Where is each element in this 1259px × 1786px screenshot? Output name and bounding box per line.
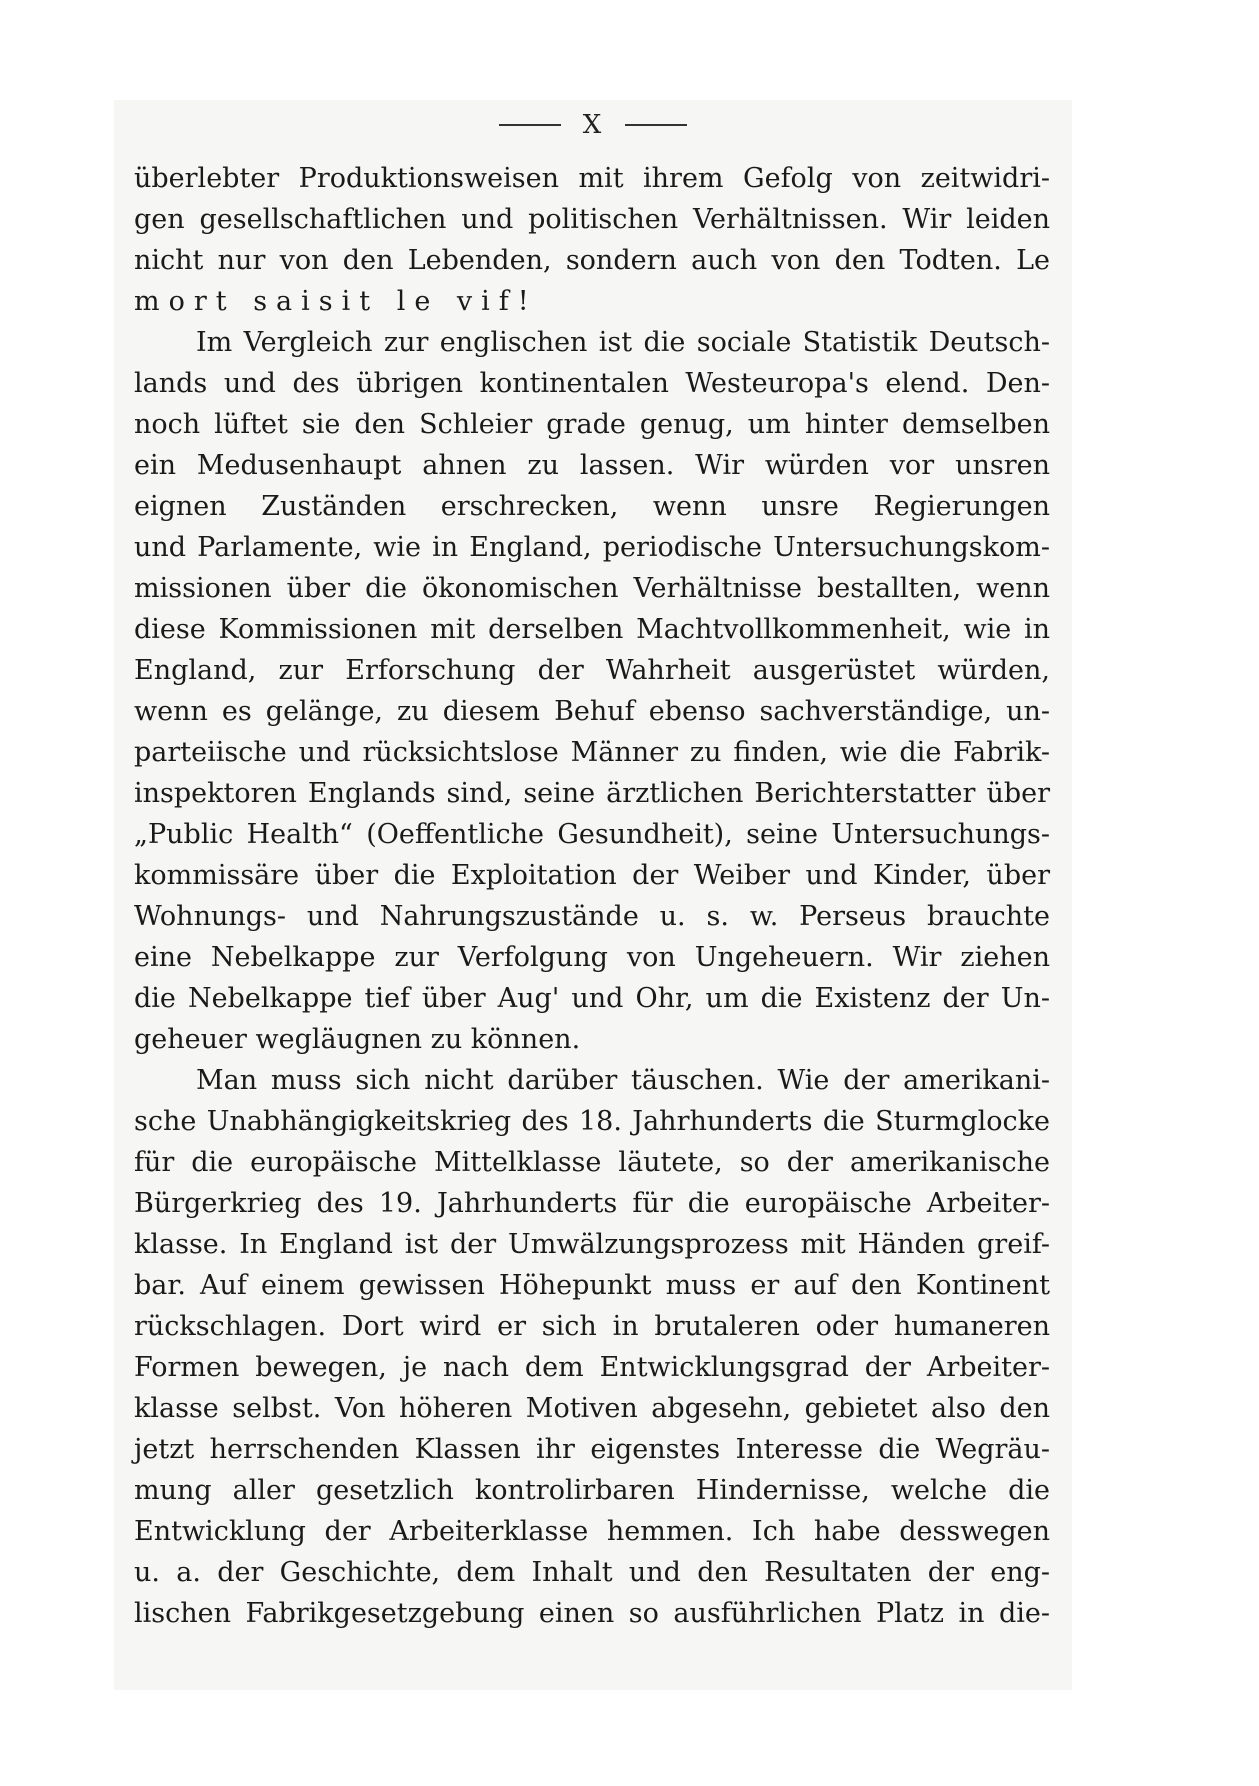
text-line: missionen über die ökonomischen Verhältnisse bestallten, wenn bbox=[134, 573, 1050, 604]
text-line: Wohnungs- und Nahrungszustände u. s. w. Perseus brauchte bbox=[134, 901, 1050, 932]
text-line: sche Unabhängigkeitskrieg des 18. Jahrhunderts die Sturmglocke bbox=[134, 1106, 1050, 1137]
text-line: für die europäische Mittelklasse läutete, so der amerikanische bbox=[134, 1147, 1050, 1178]
text-line: parteiische und rücksichtslose Männer zu finden, wie die Fabrik- bbox=[134, 737, 1050, 768]
page-number: X bbox=[582, 110, 604, 140]
text-line: Bürgerkrieg des 19. Jahrhunderts für die europäische Arbeiter- bbox=[134, 1188, 1050, 1219]
text-line: rückschlagen. Dort wird er sich in brutaleren oder humaneren bbox=[134, 1311, 1050, 1342]
book-page bbox=[114, 100, 1072, 1690]
text-line: Entwicklung der Arbeiterklasse hemmen. Ich habe desswegen bbox=[134, 1516, 1050, 1547]
text-line: Im Vergleich zur englischen ist die sociale Statistik Deutsch- bbox=[196, 327, 1050, 358]
text-line: Formen bewegen, je nach dem Entwicklungsgrad der Arbeiter- bbox=[134, 1352, 1050, 1383]
text-line: mort saisit le vif! bbox=[134, 286, 538, 317]
text-line: inspektoren Englands sind, seine ärztlichen Berichterstatter über bbox=[134, 778, 1050, 809]
text-line: eine Nebelkappe zur Verfolgung von Ungeheuern. Wir ziehen bbox=[134, 942, 1050, 973]
header-rule-left bbox=[499, 124, 561, 126]
text-line: geheuer wegläugnen zu können. bbox=[134, 1024, 581, 1055]
text-line: mung aller gesetzlich kontrolirbaren Hindernisse, welche die bbox=[134, 1475, 1050, 1506]
page-header bbox=[114, 100, 1072, 150]
text-line: wenn es gelänge, zu diesem Behuf ebenso sachverständige, un- bbox=[134, 696, 1050, 727]
text-line: nicht nur von den Lebenden, sondern auch von den Todten. Le bbox=[134, 245, 1050, 276]
text-line: jetzt herrschenden Klassen ihr eigenstes Interesse die Wegräu- bbox=[134, 1434, 1050, 1465]
text-line: und Parlamente, wie in England, periodische Untersuchungskom- bbox=[134, 532, 1050, 563]
text-line: lands und des übrigen kontinentalen Westeuropa's elend. Den- bbox=[134, 368, 1050, 399]
text-line: überlebter Produktionsweisen mit ihrem Gefolg von zeitwidri- bbox=[134, 163, 1050, 194]
text-line: Man muss sich nicht darüber täuschen. Wie der amerikani- bbox=[196, 1065, 1050, 1096]
text-line: kommissäre über die Exploitation der Weiber und Kinder, über bbox=[134, 860, 1050, 891]
text-line: England, zur Erforschung der Wahrheit ausgerüstet würden, bbox=[134, 655, 1050, 686]
text-line: die Nebelkappe tief über Aug' und Ohr, um die Existenz der Un- bbox=[134, 983, 1050, 1014]
body-text bbox=[134, 158, 1050, 1634]
text-line: klasse selbst. Von höheren Motiven abgesehn, gebietet also den bbox=[134, 1393, 1050, 1424]
text-line: gen gesellschaftlichen und politischen Verhältnissen. Wir leiden bbox=[134, 204, 1050, 235]
text-line: eignen Zuständen erschrecken, wenn unsre Regierungen bbox=[134, 491, 1050, 522]
text-line: klasse. In England ist der Umwälzungsprozess mit Händen greif- bbox=[134, 1229, 1050, 1260]
text-line: u. a. der Geschichte, dem Inhalt und den Resultaten der eng- bbox=[134, 1557, 1050, 1588]
text-line: bar. Auf einem gewissen Höhepunkt muss er auf den Kontinent bbox=[134, 1270, 1050, 1301]
text-line: „Public Health“ (Oeffentliche Gesundheit), seine Untersuchungs- bbox=[134, 819, 1050, 850]
text-line: diese Kommissionen mit derselben Machtvollkommenheit, wie in bbox=[134, 614, 1050, 645]
text-line: ein Medusenhaupt ahnen zu lassen. Wir würden vor unsren bbox=[134, 450, 1050, 481]
text-line: noch lüftet sie den Schleier grade genug, um hinter demselben bbox=[134, 409, 1050, 440]
text-line: lischen Fabrikgesetzgebung einen so ausführlichen Platz in die- bbox=[134, 1598, 1050, 1629]
header-rule-right bbox=[625, 124, 687, 126]
